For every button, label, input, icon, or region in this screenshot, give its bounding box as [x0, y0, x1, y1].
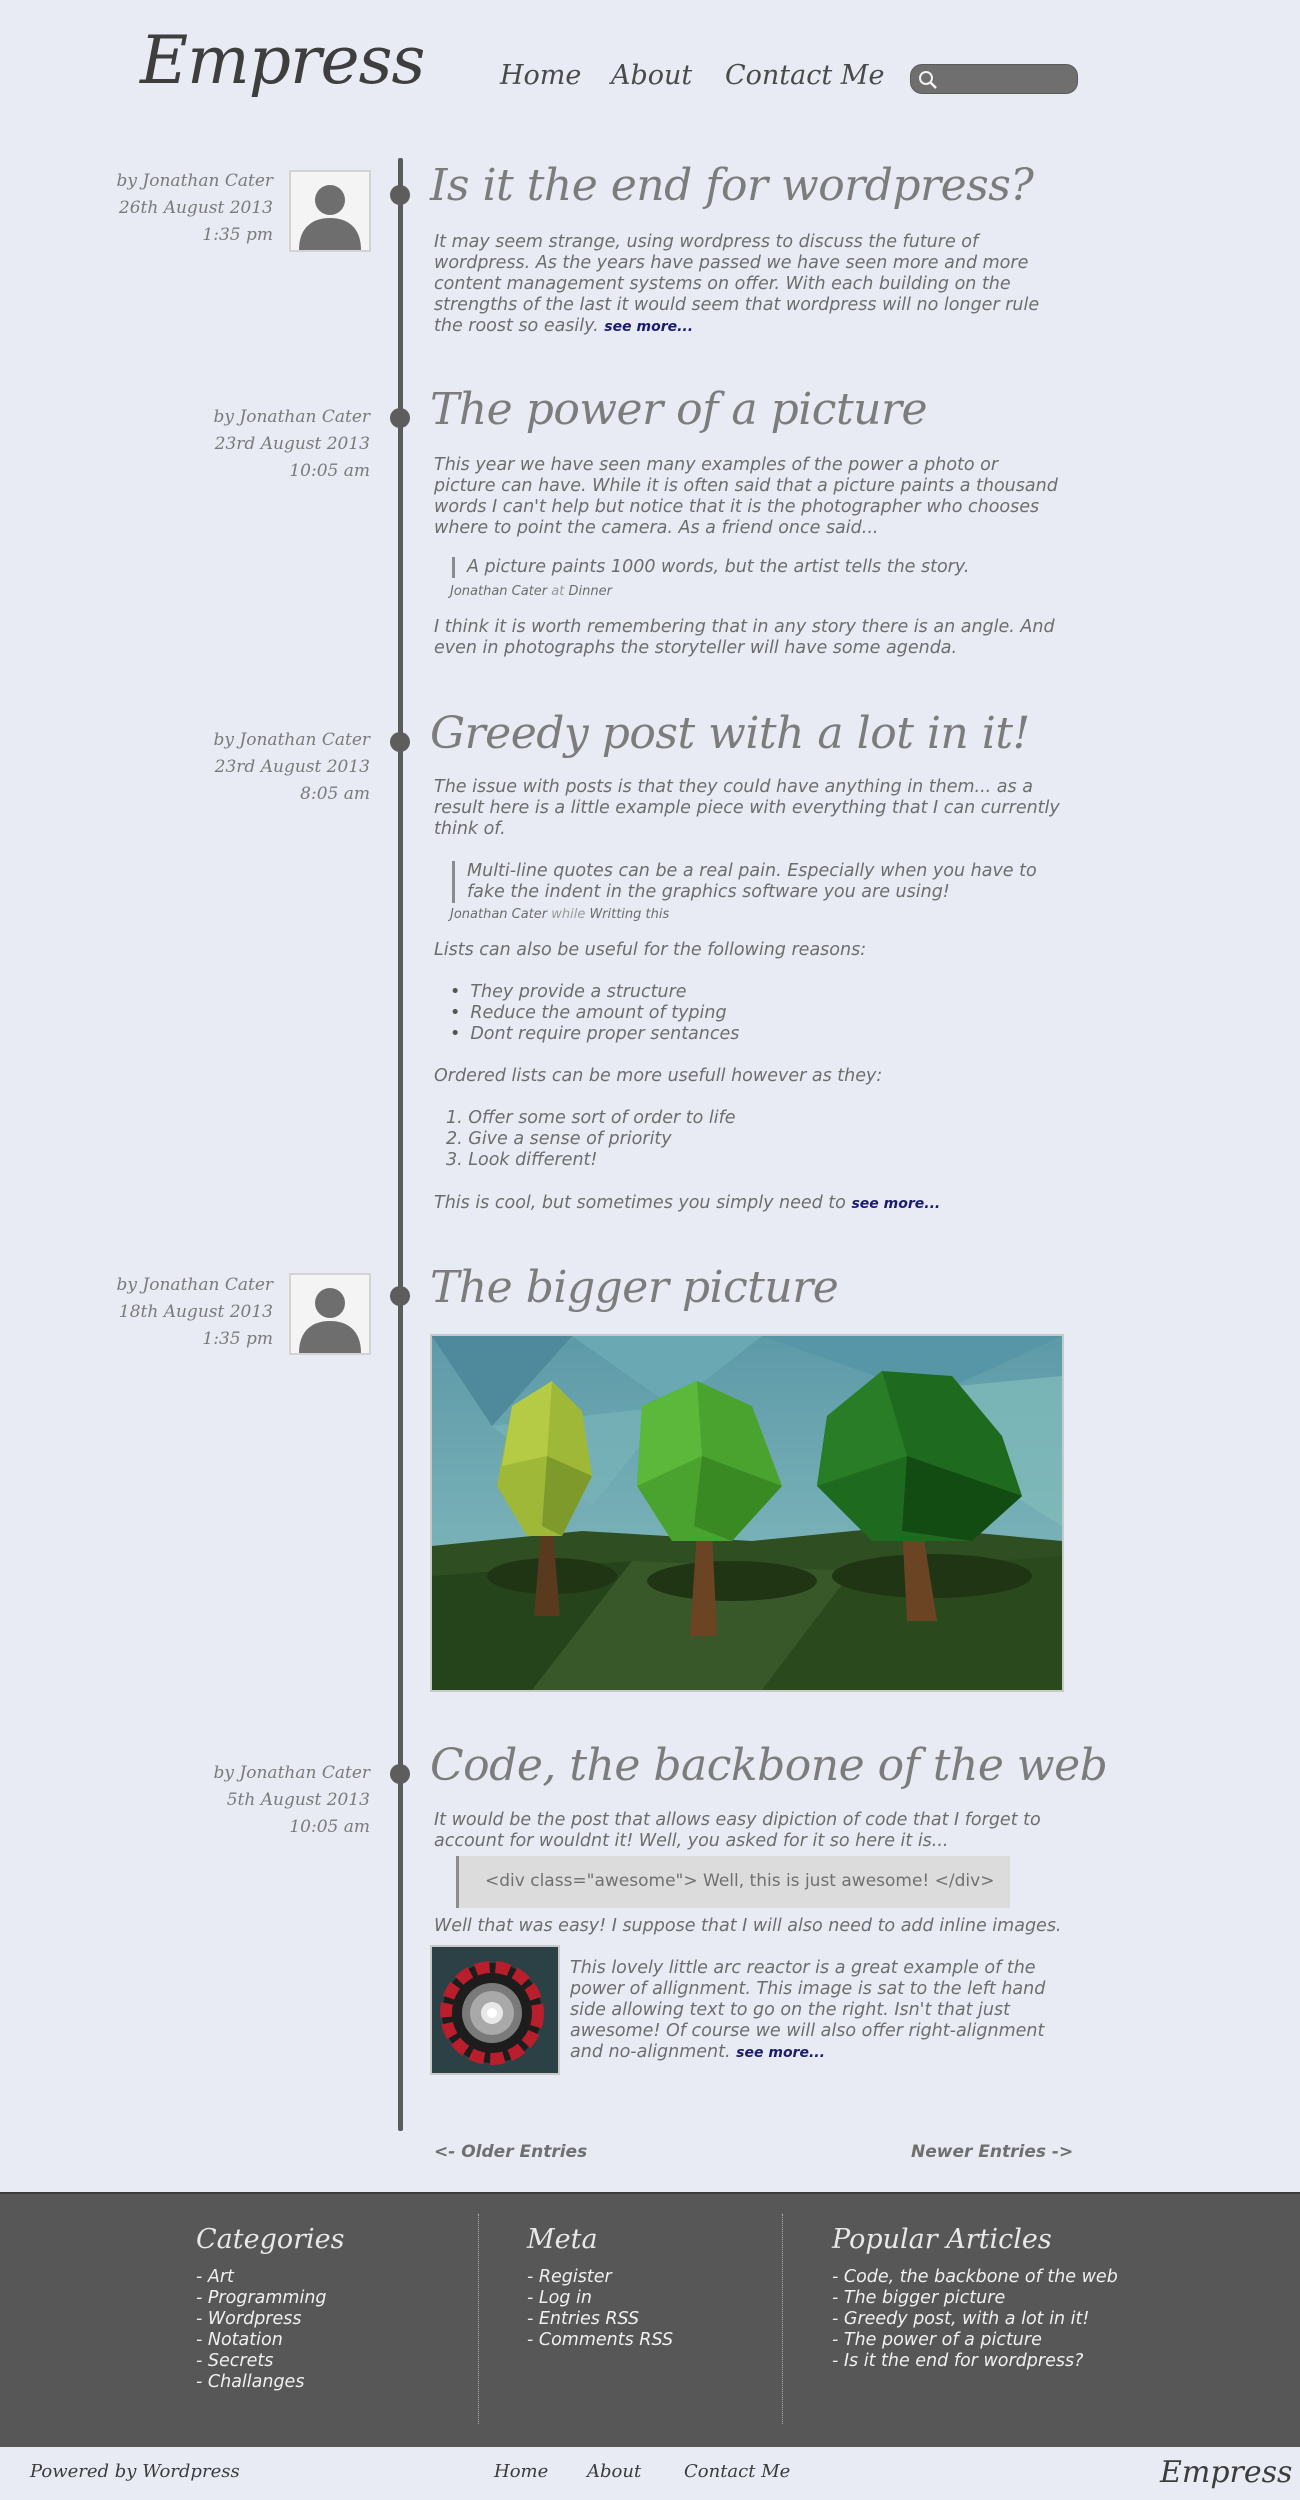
ordered-list: [446, 1108, 736, 1171]
footer-categories: [196, 2224, 345, 2393]
footer-meta: [527, 2224, 673, 2351]
meta-link[interactable]: - Entries RSS: [527, 2309, 640, 2329]
post-date: 26th August 2013: [118, 198, 273, 218]
bottom-logo[interactable]: Empress: [1160, 2455, 1293, 2490]
search-icon: [917, 69, 939, 91]
post-meta: [160, 1760, 370, 1841]
post-time: 10:05 am: [289, 461, 370, 481]
post-time: 1:35 pm: [202, 225, 273, 245]
newer-entries-link[interactable]: Newer Entries ->: [911, 2142, 1074, 2162]
timeline-dot: [390, 1764, 410, 1784]
post-body: It may seem strange, using wordpress to discuss the future of wordpress. As the years have passed we have seen more and more content management systems on offer. With each building on the strengths of the last it would seem that wordpress will no longer rule the roost so easily.: [434, 232, 1040, 336]
cite-context: Dinner: [568, 584, 612, 599]
list-item: 3. Look different!: [446, 1150, 598, 1170]
timeline-dot: [390, 185, 410, 205]
post-title[interactable]: The bigger picture: [430, 1262, 839, 1313]
see-more-link[interactable]: see more...: [851, 1196, 941, 1212]
list-item: • Reduce the amount of typing: [468, 1003, 739, 1024]
bottom-nav-contact[interactable]: Contact Me: [684, 2461, 791, 2482]
footer-heading: Meta: [527, 2224, 598, 2255]
code-block: [456, 1856, 1010, 1908]
post-body-3: This lovely little arc reactor is a great example of the power of allignment. This image is sat to the left hand side allowing text to go on the right. Isn't that just awesome! Of course we will also offer right-alignment and no-alignment.: [570, 1958, 1046, 2062]
bullet-list: [468, 982, 739, 1045]
post-date: 23rd August 2013: [214, 434, 370, 454]
timeline-dot: [390, 1286, 410, 1306]
search-box[interactable]: [910, 64, 1078, 94]
see-more-link[interactable]: see more...: [736, 2045, 825, 2061]
post-image-trees[interactable]: [430, 1334, 1064, 1692]
avatar: [289, 1273, 371, 1355]
cite-author: Jonathan Cater: [450, 907, 548, 922]
nav-contact[interactable]: Contact Me: [725, 60, 885, 91]
avatar: [289, 170, 371, 252]
post-body: This year we have seen many examples of the power a photo or picture can have. While it is often said that a picture paints a thousand words I can't help but notice that it is the photographer who chooses where to point the camera. As a friend once said...: [434, 455, 1058, 538]
site-header: [0, 0, 1300, 150]
post-title[interactable]: Is it the end for wordpress?: [430, 160, 1034, 211]
post-time: 10:05 am: [289, 1817, 370, 1837]
nav-about[interactable]: About: [611, 60, 693, 91]
post-excerpt: [434, 232, 1064, 338]
post-body: It would be the post that allows easy dipiction of code that I forget to account for wouldnt it! Well, you asked for it so here it is...: [434, 1810, 1041, 1851]
list-item: 2. Give a sense of priority: [446, 1129, 672, 1149]
low-poly-trees-illustration: [432, 1336, 1062, 1690]
category-link[interactable]: - Art: [196, 2267, 234, 2287]
popular-article-link[interactable]: - Code, the backbone of the web: [832, 2267, 1118, 2287]
bottom-nav-home[interactable]: Home: [494, 2461, 549, 2482]
cite-separator: while: [551, 907, 586, 922]
footer-popular: [832, 2224, 1118, 2372]
post-author: by Jonathan Cater: [116, 1275, 273, 1295]
post-meta: [160, 404, 370, 485]
post-date: 23rd August 2013: [214, 757, 370, 777]
see-more-link[interactable]: see more...: [604, 319, 694, 335]
category-link[interactable]: - Secrets: [196, 2351, 274, 2371]
footer-heading: Popular Articles: [832, 2224, 1052, 2255]
post-title[interactable]: Greedy post with a lot in it!: [430, 708, 1030, 759]
post-body: The issue with posts is that they could have anything in them... as a result here is a little example piece with everything that I can currently think of.: [434, 777, 1060, 839]
blockquote: Multi-line quotes can be a real pain. Especially when you have to fake the indent in the graphics software you are using!: [452, 861, 1052, 903]
cite-author: Jonathan Cater: [450, 584, 548, 599]
popular-article-link[interactable]: - The bigger picture: [832, 2288, 1006, 2308]
popular-article-link[interactable]: - Greedy post, with a lot in it!: [832, 2309, 1090, 2329]
blockquote: A picture paints 1000 words, but the artist tells the story.: [452, 557, 1052, 578]
bottom-bar: [0, 2447, 1300, 2500]
nav-home[interactable]: Home: [500, 60, 582, 91]
quote-citation: [450, 907, 669, 922]
ordered-intro: Ordered lists can be more usefull however as they:: [434, 1066, 883, 1086]
arc-reactor-illustration: [432, 1947, 558, 2073]
search-input[interactable]: [941, 68, 1071, 90]
footer-divider: [478, 2214, 479, 2424]
post-date: 5th August 2013: [226, 1790, 370, 1810]
user-silhouette-icon: [291, 172, 369, 250]
list-intro: Lists can also be useful for the following reasons:: [434, 940, 867, 960]
timeline-line: [398, 158, 403, 2131]
post-author: by Jonathan Cater: [116, 171, 273, 191]
older-entries-link[interactable]: <- Older Entries: [434, 2142, 588, 2162]
post-body-2: Well that was easy! I suppose that I will also need to add inline images.: [434, 1916, 1062, 1936]
post-image-arc-reactor[interactable]: [430, 1945, 560, 2075]
footer-heading: Categories: [196, 2224, 345, 2255]
category-link[interactable]: - Notation: [196, 2330, 283, 2350]
list-item: • Dont require proper sentances: [468, 1024, 739, 1045]
post-date: 18th August 2013: [118, 1302, 273, 1322]
cite-separator: at: [551, 584, 565, 599]
post-time: 8:05 am: [300, 784, 370, 804]
post-meta: [60, 168, 273, 249]
timeline-dot: [390, 408, 410, 428]
site-logo[interactable]: Empress: [140, 22, 425, 99]
post-time: 1:35 pm: [202, 1329, 273, 1349]
quote-citation: [450, 584, 612, 599]
post-meta: [160, 727, 370, 808]
popular-article-link[interactable]: - Is it the end for wordpress?: [832, 2351, 1084, 2371]
post-meta: [60, 1272, 273, 1353]
category-link[interactable]: - Programming: [196, 2288, 327, 2308]
powered-by: Powered by Wordpress: [30, 2461, 240, 2482]
post-title[interactable]: Code, the backbone of the web: [430, 1740, 1108, 1791]
meta-link[interactable]: - Register: [527, 2267, 612, 2287]
closing-text: This is cool, but sometimes you simply need to: [434, 1193, 846, 1213]
post-body-2: I think it is worth remembering that in any story there is an angle. And even in photographs the storyteller will have some agenda.: [434, 617, 1055, 658]
category-link[interactable]: - Challanges: [196, 2372, 305, 2392]
footer-divider: [782, 2214, 783, 2424]
list-item: 1. Offer some sort of order to life: [446, 1108, 736, 1128]
post-title[interactable]: The power of a picture: [430, 384, 928, 435]
image-caption-text: [570, 1958, 1060, 2064]
post-closing: [434, 1193, 1064, 1215]
post-author: by Jonathan Cater: [213, 730, 370, 750]
bottom-nav-about[interactable]: About: [587, 2461, 642, 2482]
post-author: by Jonathan Cater: [213, 1763, 370, 1783]
post-author: by Jonathan Cater: [213, 407, 370, 427]
popular-article-link[interactable]: - The power of a picture: [832, 2330, 1042, 2350]
user-silhouette-icon: [291, 1275, 369, 1353]
cite-context: Writting this: [589, 907, 670, 922]
code-snippet: <div class="awesome"> Well, this is just awesome! </div>: [485, 1871, 995, 1891]
category-link[interactable]: - Wordpress: [196, 2309, 302, 2329]
timeline-dot: [390, 732, 410, 752]
site-footer: [0, 2192, 1300, 2447]
meta-link[interactable]: - Comments RSS: [527, 2330, 674, 2350]
list-item: • They provide a structure: [468, 982, 739, 1003]
meta-link[interactable]: - Log in: [527, 2288, 592, 2308]
